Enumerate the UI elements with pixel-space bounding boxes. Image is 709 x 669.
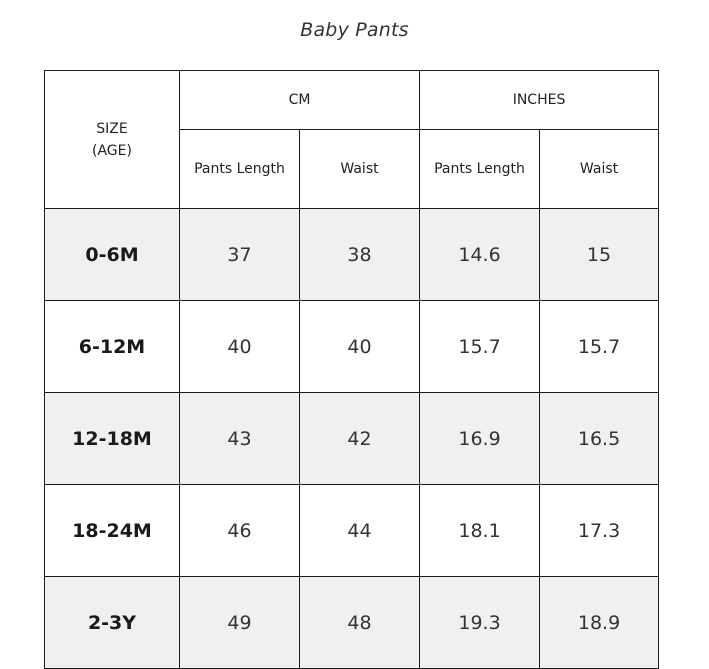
in-length-cell: 14.6 (420, 209, 540, 301)
table-row (45, 393, 659, 485)
inches-group-header: INCHES (420, 71, 659, 130)
size-cell: 2-3Y (45, 577, 180, 669)
cm-length-cell: 37 (180, 209, 300, 301)
cm-waist-cell: 44 (300, 485, 420, 577)
age-header-label: (AGE) (92, 142, 132, 159)
size-header-label: SIZE (96, 120, 128, 137)
table-row (45, 577, 659, 669)
size-cell: 6-12M (45, 301, 180, 393)
table-row (45, 301, 659, 393)
cm-length-cell: 40 (180, 301, 300, 393)
size-age-header (45, 71, 180, 209)
cm-pants-length-header: Pants Length (180, 130, 300, 209)
cm-waist-cell: 40 (300, 301, 420, 393)
in-waist-cell: 18.9 (540, 577, 659, 669)
size-cell: 18-24M (45, 485, 180, 577)
inches-pants-length-header: Pants Length (420, 130, 540, 209)
in-length-cell: 18.1 (420, 485, 540, 577)
table-row (45, 209, 659, 301)
inches-waist-header: Waist (540, 130, 659, 209)
cm-group-header: CM (180, 71, 420, 130)
cm-waist-cell: 42 (300, 393, 420, 485)
in-waist-cell: 17.3 (540, 485, 659, 577)
in-length-cell: 15.7 (420, 301, 540, 393)
size-chart-table (44, 70, 659, 669)
in-waist-cell: 15 (540, 209, 659, 301)
cm-waist-header: Waist (300, 130, 420, 209)
header-row-group (45, 71, 659, 130)
size-cell: 0-6M (45, 209, 180, 301)
cm-length-cell: 43 (180, 393, 300, 485)
cm-waist-cell: 48 (300, 577, 420, 669)
cm-waist-cell: 38 (300, 209, 420, 301)
table-row (45, 485, 659, 577)
in-length-cell: 19.3 (420, 577, 540, 669)
page-title: Baby Pants (300, 19, 409, 41)
in-waist-cell: 15.7 (540, 301, 659, 393)
cm-length-cell: 49 (180, 577, 300, 669)
cm-length-cell: 46 (180, 485, 300, 577)
in-waist-cell: 16.5 (540, 393, 659, 485)
in-length-cell: 16.9 (420, 393, 540, 485)
size-cell: 12-18M (45, 393, 180, 485)
